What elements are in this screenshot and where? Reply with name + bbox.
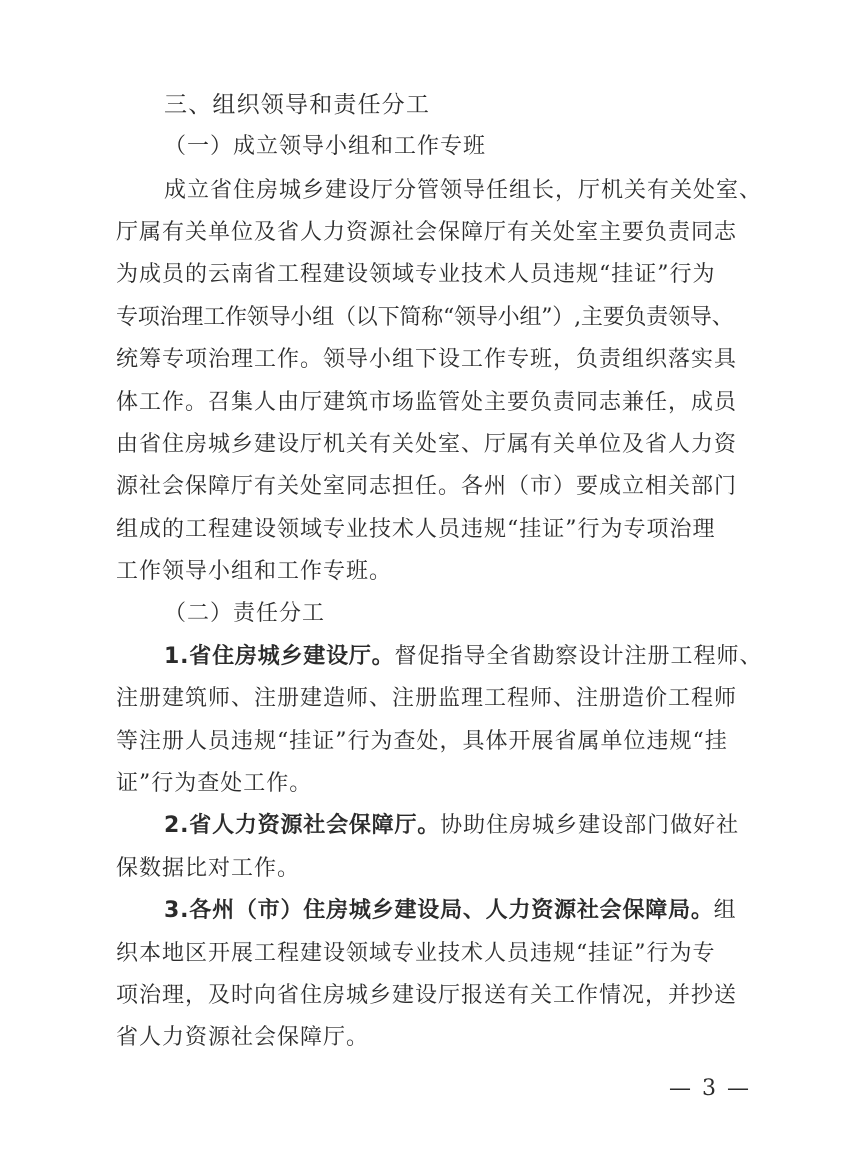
item-3-first-rest: 组 bbox=[713, 898, 737, 923]
item-3-first-line bbox=[164, 896, 737, 926]
paragraph-line: 工作领导小组和工作专班。 bbox=[116, 559, 393, 584]
page-number: — 3 — bbox=[669, 1076, 751, 1101]
paragraph-line: 体工作。召集人由厅建筑市场监管处主要负责同志兼任，成员 bbox=[116, 390, 738, 415]
item-1-lead: 1.省住房城乡建设厅。 bbox=[164, 644, 395, 669]
paragraph-line: 组成的工程建设领域专业技术人员违规“挂证”行为专项治理 bbox=[116, 517, 716, 542]
paragraph-line: 源社会保障厅有关处室同志担任。各州（市）要成立相关部门 bbox=[116, 474, 738, 499]
paragraph-line: 由省住房城乡建设厅机关有关处室、厅属有关单位及省人力资 bbox=[116, 432, 738, 457]
paragraph-line: 省人力资源社会保障厅。 bbox=[116, 1025, 370, 1050]
section-heading: 三、组织领导和责任分工 bbox=[164, 92, 431, 118]
item-3-lead: 3.各州（市）住房城乡建设局、人力资源社会保障局。 bbox=[164, 898, 714, 923]
paragraph-line: 项治理，及时向省住房城乡建设厅报送有关工作情况，并抄送 bbox=[116, 983, 738, 1008]
paragraph-line: 织本地区开展工程建设领域专业技术人员违规“挂证”行为专 bbox=[116, 941, 716, 966]
item-1-first-rest: 督促指导全省勘察设计注册工程师、 bbox=[394, 644, 763, 669]
paragraph-line: 保数据比对工作。 bbox=[116, 856, 301, 881]
paragraph-line: 注册建筑师、注册建造师、注册监理工程师、注册造价工程师 bbox=[116, 686, 738, 711]
paragraph-line: 厅属有关单位及省人力资源社会保障厅有关处室主要负责同志 bbox=[116, 220, 738, 245]
paragraph-line: 等注册人员违规“挂证”行为查处，具体开展省属单位违规“挂 bbox=[116, 729, 728, 754]
paragraph-line: 专项治理工作领导小组（以下简称“领导小组”）,主要负责领导、 bbox=[116, 305, 734, 330]
paragraph-line: 证”行为查处工作。 bbox=[116, 771, 313, 796]
paragraph-line: 为成员的云南省工程建设领域专业技术人员违规“挂证”行为 bbox=[116, 262, 716, 287]
item-2-first-line bbox=[164, 811, 739, 841]
subsection-2-title: （二）责任分工 bbox=[164, 601, 326, 626]
item-2-lead: 2.省人力资源社会保障厅。 bbox=[164, 813, 441, 838]
paragraph-line: 统筹专项治理工作。领导小组下设工作专班，负责组织落实具 bbox=[116, 347, 738, 372]
paragraph-line: 成立省住房城乡建设厅分管领导任组长，厅机关有关处室、 bbox=[164, 178, 763, 203]
item-2-first-rest: 协助住房城乡建设部门做好社 bbox=[440, 813, 740, 838]
subsection-1-title: （一）成立领导小组和工作专班 bbox=[164, 134, 487, 159]
item-1-first-line bbox=[164, 642, 762, 672]
